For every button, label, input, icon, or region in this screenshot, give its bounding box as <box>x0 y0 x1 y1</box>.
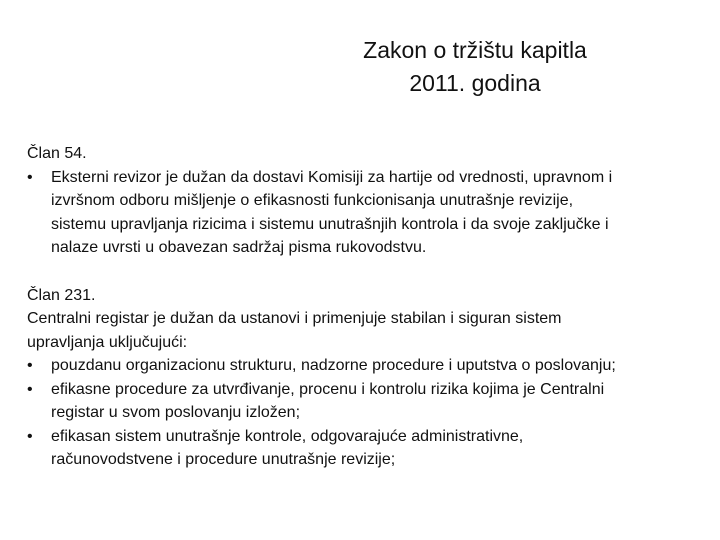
bullet-item <box>27 166 707 260</box>
bullet-text-line: registar u svom poslovanju izložen; <box>51 404 301 421</box>
bullet-text-line: efikasne procedure za utvrđivanje, procenu i kontrolu rizika kojima je Centralni <box>51 380 605 398</box>
bullet-text-line: računovodstvene i procedure unutrašnje revizije; <box>51 451 396 468</box>
article-heading: Član 231. <box>27 286 96 304</box>
title-line-2: 2011. godina <box>409 70 541 96</box>
bullet-icon: • <box>27 380 33 398</box>
bullet-item <box>27 425 707 472</box>
bullet-item <box>27 354 707 378</box>
bullet-text-line: Eksterni revizor je dužan da dostavi Komisiji za hartije od vrednosti, upravnom i <box>51 168 613 186</box>
bullet-icon: • <box>27 168 33 186</box>
bullet-text-line: pouzdanu organizacionu strukturu, nadzorne procedure i uputstva o poslovanju; <box>51 357 616 374</box>
bullet-text-line: sistemu upravljanja rizicima i sistemu unutrašnjih kontrola i da svoje zaključke i <box>51 215 609 233</box>
intro-text-line: upravljanja uključujući: <box>27 333 188 351</box>
bullet-text-line: nalaze uvrsti u obavezan sadržaj pisma rukovodstvu. <box>51 239 427 256</box>
slide-title <box>330 34 620 100</box>
article-heading: Član 54. <box>27 145 87 162</box>
bullet-icon: • <box>27 427 33 445</box>
bullet-icon: • <box>27 357 33 374</box>
article-231 <box>27 284 707 472</box>
title-line-1: Zakon o tržištu kapitla <box>363 37 587 63</box>
bullet-text-line: izvršnom odboru mišljenje o efikasnosti funkcionisanja unutrašnje revizije, <box>51 192 574 209</box>
bullet-text-line: efikasan sistem unutrašnje kontrole, odgovarajuće administrativne, <box>51 427 524 445</box>
slide-body <box>27 142 707 472</box>
article-54 <box>27 142 707 260</box>
intro-text-line: Centralni registar je dužan da ustanovi i primenjuje stabilan i siguran sistem <box>27 310 562 327</box>
bullet-item <box>27 378 707 425</box>
